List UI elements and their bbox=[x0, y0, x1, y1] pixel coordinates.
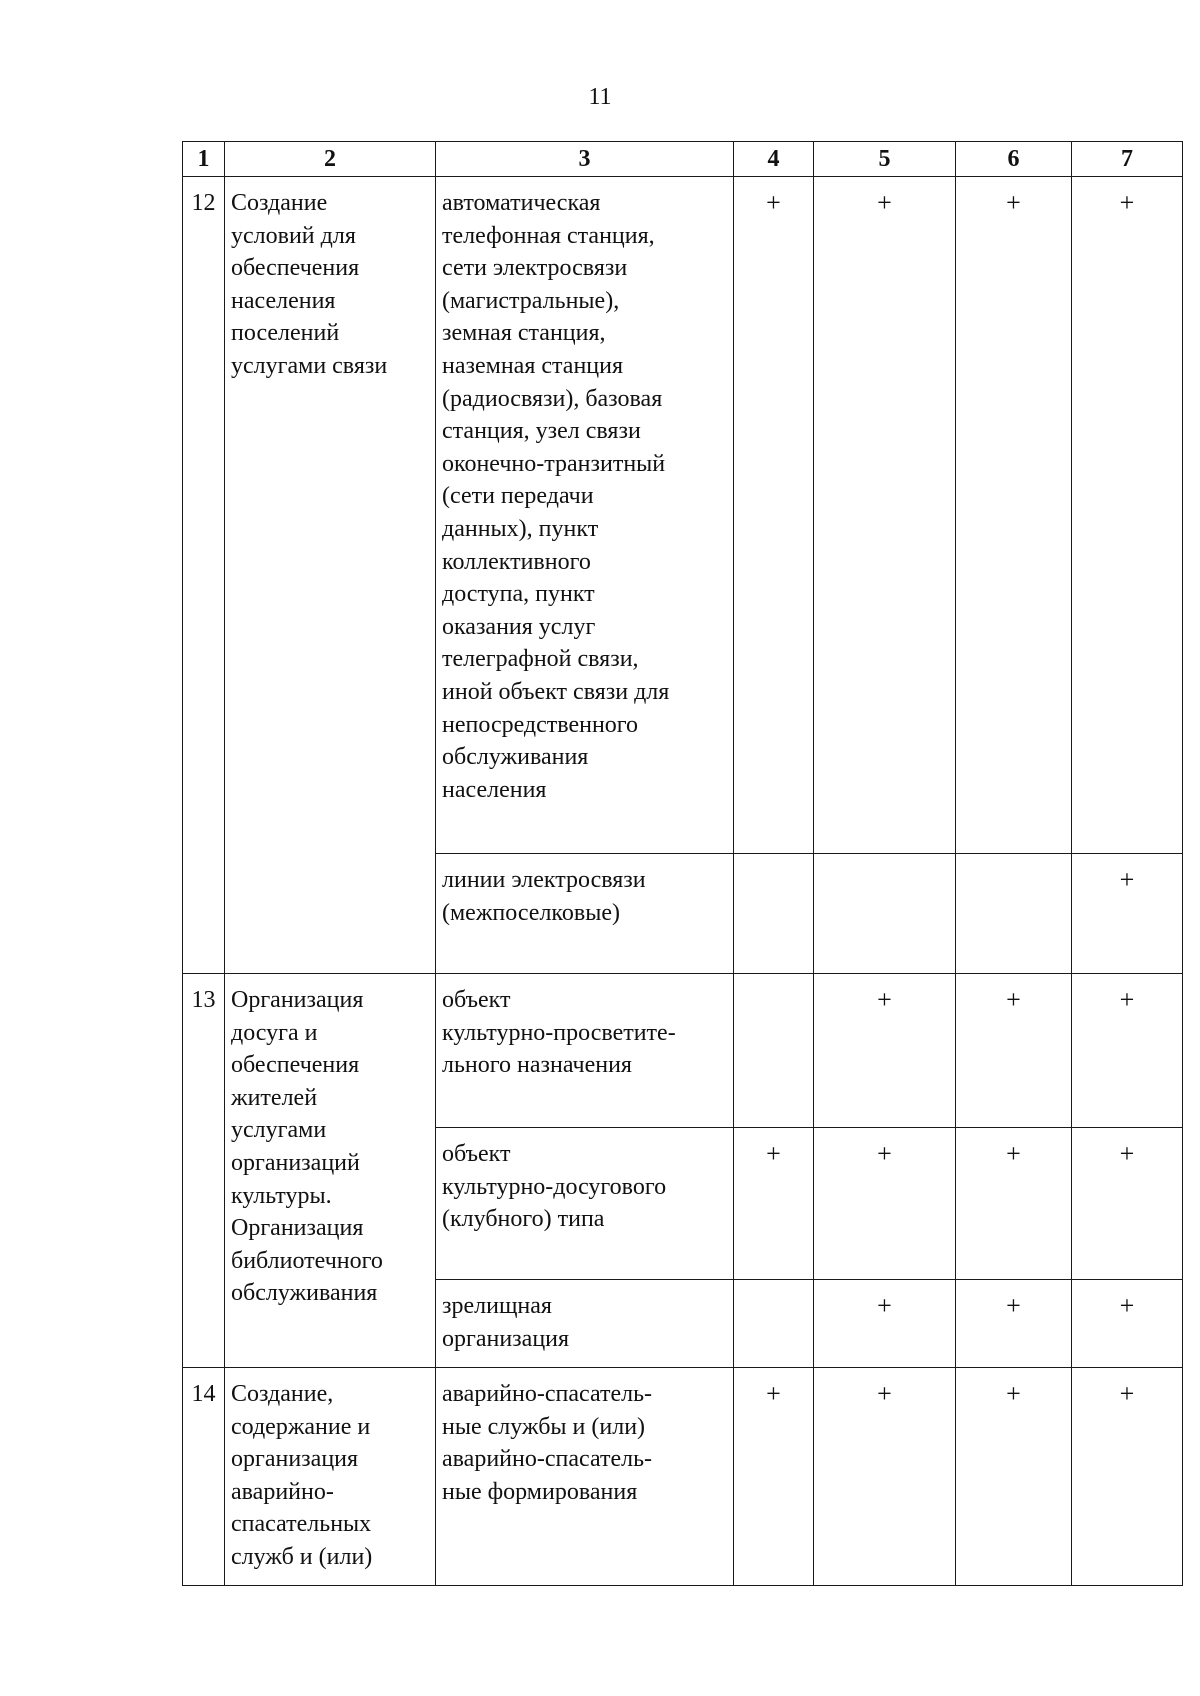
column-header: 5 bbox=[814, 142, 956, 177]
mark-cell: + bbox=[956, 1368, 1072, 1586]
services-table bbox=[182, 141, 1183, 1586]
mark-cell: + bbox=[956, 177, 1072, 854]
mark-cell bbox=[956, 854, 1072, 974]
mark-cell: + bbox=[814, 974, 956, 1128]
mark-cell: + bbox=[1072, 177, 1183, 854]
service-name: Создание условий для обеспечения населения поселений услугами связи bbox=[225, 177, 436, 974]
page-number: 11 bbox=[588, 84, 612, 110]
column-header: 7 bbox=[1072, 142, 1183, 177]
table-row bbox=[183, 177, 1183, 854]
row-number: 14 bbox=[183, 1368, 225, 1586]
mark-cell: + bbox=[814, 1368, 956, 1586]
column-header: 2 bbox=[225, 142, 436, 177]
row-number: 13 bbox=[183, 974, 225, 1368]
service-name: Создание, содержание и организация аварийно- спасательных служб и (или) bbox=[225, 1368, 436, 1586]
object-description: объект культурно-просветите- льного назначения bbox=[436, 974, 734, 1128]
mark-cell: + bbox=[1072, 1368, 1183, 1586]
column-header: 6 bbox=[956, 142, 1072, 177]
mark-cell: + bbox=[1072, 854, 1183, 974]
mark-cell: + bbox=[814, 1280, 956, 1368]
table-row bbox=[183, 974, 1183, 1128]
column-header: 4 bbox=[734, 142, 814, 177]
object-description: зрелищная организация bbox=[436, 1280, 734, 1368]
table-row bbox=[183, 1368, 1183, 1586]
row-number: 12 bbox=[183, 177, 225, 974]
mark-cell: + bbox=[734, 1128, 814, 1280]
column-header: 1 bbox=[183, 142, 225, 177]
mark-cell: + bbox=[1072, 1128, 1183, 1280]
mark-cell: + bbox=[956, 974, 1072, 1128]
mark-cell: + bbox=[956, 1128, 1072, 1280]
object-description: автоматическая телефонная станция, сети электросвязи (магистральные), земная станция, наземная станция (радиосвязи), базовая станция, узел связи оконечно-транзитный (сети передачи данных), пункт коллективного доступа, пункт оказания услуг телеграфной связи, иной объект связи для непосредственного обслуживания населения bbox=[436, 177, 734, 854]
mark-cell: + bbox=[814, 177, 956, 854]
mark-cell: + bbox=[734, 177, 814, 854]
mark-cell: + bbox=[734, 1368, 814, 1586]
mark-cell bbox=[734, 854, 814, 974]
service-name: Организация досуга и обеспечения жителей услугами организаций культуры. Организация библиотечного обслуживания bbox=[225, 974, 436, 1368]
mark-cell: + bbox=[1072, 974, 1183, 1128]
table-header-row bbox=[183, 142, 1183, 177]
mark-cell bbox=[814, 854, 956, 974]
column-header: 3 bbox=[436, 142, 734, 177]
object-description: объект культурно-досугового (клубного) типа bbox=[436, 1128, 734, 1280]
mark-cell bbox=[734, 1280, 814, 1368]
object-description: линии электросвязи (межпоселковые) bbox=[436, 854, 734, 974]
object-description: аварийно-спасатель- ные службы и (или) аварийно-спасатель- ные формирования bbox=[436, 1368, 734, 1586]
mark-cell: + bbox=[1072, 1280, 1183, 1368]
mark-cell: + bbox=[956, 1280, 1072, 1368]
mark-cell bbox=[734, 974, 814, 1128]
mark-cell: + bbox=[814, 1128, 956, 1280]
